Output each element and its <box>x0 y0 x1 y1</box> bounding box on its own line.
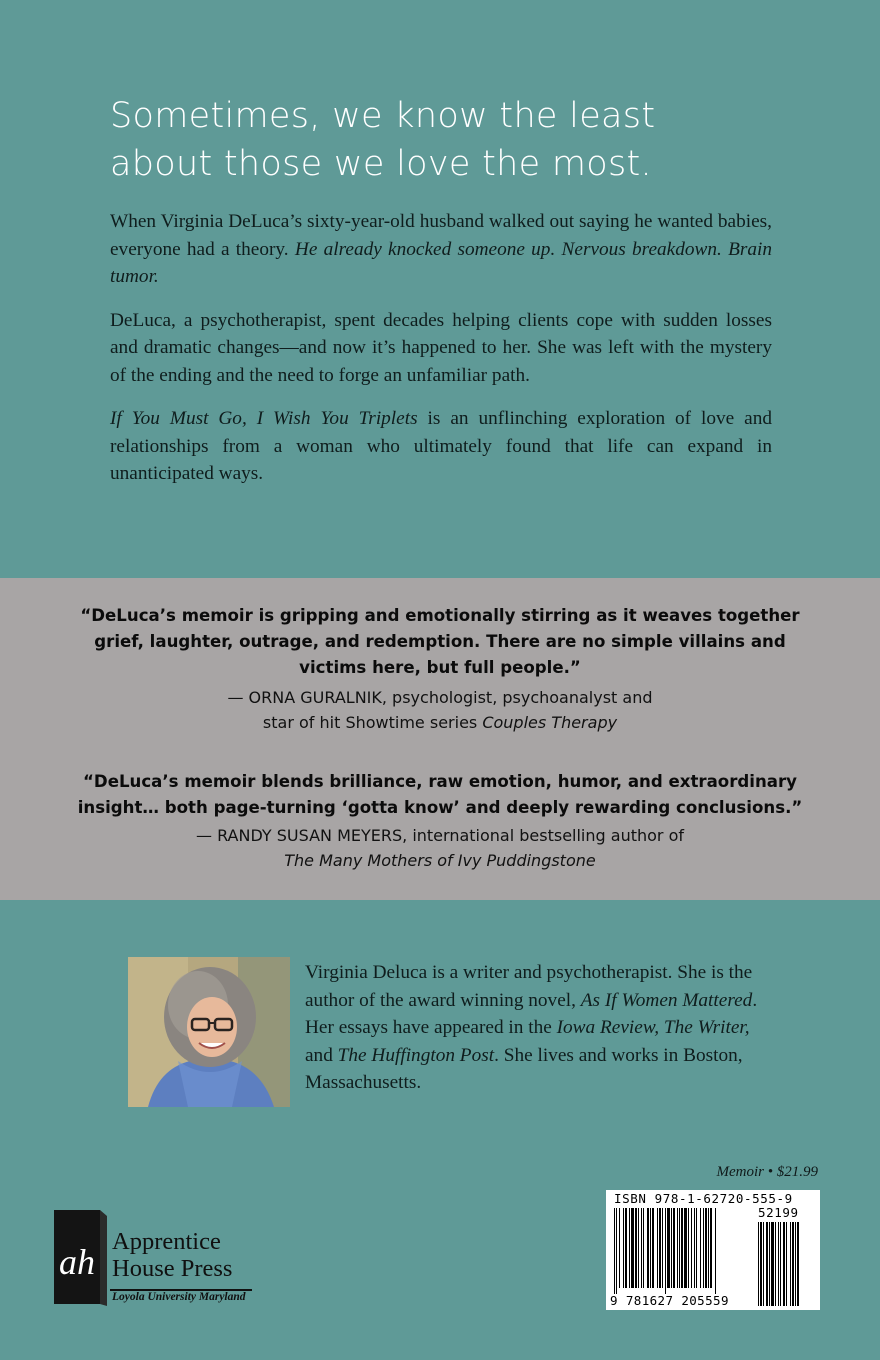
blurb-paragraph-1 <box>110 208 772 291</box>
barcode-bar <box>643 1208 644 1288</box>
author-photo <box>128 957 290 1107</box>
review-attribution-1 <box>60 685 820 735</box>
barcode-bar <box>703 1208 704 1288</box>
barcode-bar <box>641 1208 642 1288</box>
publisher-book-icon <box>52 1208 110 1306</box>
barcode-bar <box>696 1208 697 1288</box>
barcode-bar <box>665 1208 666 1294</box>
barcode-addon-bar <box>763 1222 764 1306</box>
barcode-bar <box>708 1208 709 1288</box>
barcode-addon-bar <box>786 1222 787 1306</box>
review-1-attr-line-2: star of hit Showtime series <box>262 713 483 732</box>
barcode-bar <box>681 1208 683 1288</box>
headline-line-1: Sometimes, we know the least <box>110 96 656 136</box>
barcode-bar <box>631 1208 634 1288</box>
barcode-bar <box>623 1208 624 1288</box>
cover-headline <box>110 92 810 188</box>
blurb-paragraph-2: DeLuca, a psychotherapist, spent decades helping clients cope with sudden losses and dramatic changes—and now it’s happened to her. She was left with the mystery of the ending and the need to forge an unfamiliar path. <box>110 309 772 386</box>
bio-text-4: . She lives and works in Boston, Massachusetts. <box>305 1044 743 1093</box>
bio-text-3: and <box>305 1044 338 1066</box>
publisher-name-line-1: Apprentice <box>112 1228 221 1255</box>
barcode-bars-icon <box>606 1190 820 1310</box>
barcode-bar <box>673 1208 675 1288</box>
blurb-p1-text: When Virginia DeLuca’s sixty-year-old husband walked out saying he wanted babies, everyone had a theory. <box>110 211 772 260</box>
barcode-bar <box>691 1208 692 1288</box>
publisher-name <box>112 1228 232 1282</box>
barcode-bar <box>652 1208 654 1288</box>
barcode-bar <box>625 1208 627 1288</box>
bio-text-1: Virginia Deluca is a writer and psychotherapist. She is the author of the award winning novel, <box>305 962 753 1011</box>
barcode-addon-bar <box>758 1222 759 1306</box>
review-2-attr-line-1: — RANDY SUSAN MEYERS, international bestselling author of <box>195 826 684 845</box>
blurb-p1-italic: He already knocked someone up. Nervous breakdown. Brain tumor. <box>110 238 772 287</box>
author-portrait-illustration <box>128 957 290 1107</box>
book-title-italic: If You Must Go, I Wish You Triplets <box>110 408 418 429</box>
barcode-bar <box>705 1208 707 1288</box>
barcode-bar <box>715 1208 716 1294</box>
barcode-addon-bar <box>778 1222 779 1306</box>
review-attribution-2 <box>60 823 820 873</box>
barcode-addon-bar <box>783 1222 785 1306</box>
barcode-digits: 9 781627 205559 <box>610 1293 729 1308</box>
barcode-bar <box>694 1208 695 1288</box>
barcode-addon-bar <box>797 1222 799 1306</box>
barcode-addon-bar <box>766 1222 768 1306</box>
price-code: 52199 <box>758 1205 799 1220</box>
bio-novel-title: As If Women Mattered <box>580 989 753 1011</box>
review-1-attr-line-1: — ORNA GURALNIK, psychologist, psychoanalyst and <box>227 688 653 707</box>
barcode-bar <box>679 1208 680 1288</box>
barcode-bar <box>638 1208 639 1288</box>
barcode-addon-bar <box>795 1222 796 1306</box>
price-separator: • <box>763 1164 777 1180</box>
barcode-addon-bar <box>775 1222 776 1306</box>
publisher-affiliation: Loyola University Maryland <box>112 1291 246 1303</box>
barcode-addon-bar <box>790 1222 791 1306</box>
bio-publication-1: Iowa Review, The Writer, <box>556 1017 750 1038</box>
publisher-monogram: ah <box>59 1242 95 1282</box>
review-1-attr-italic: Couples Therapy <box>482 713 618 732</box>
barcode-bar <box>684 1208 687 1288</box>
barcode-addon-bar <box>792 1222 794 1306</box>
isbn-label: ISBN 978-1-62720-555-9 <box>614 1191 793 1206</box>
barcode-bar <box>677 1208 678 1288</box>
review-2-attr-italic: The Many Mothers of Ivy Puddingstone <box>284 851 596 870</box>
barcode-bar <box>629 1208 630 1288</box>
barcode-bar <box>614 1208 615 1294</box>
publisher-logo <box>52 1208 272 1308</box>
barcode-bar <box>650 1208 651 1288</box>
barcode-bar <box>688 1208 689 1288</box>
barcode-addon-bar <box>760 1222 762 1306</box>
barcode-bar <box>657 1208 658 1288</box>
book-category: Memoir <box>716 1164 764 1180</box>
barcode-bar <box>647 1208 649 1288</box>
review-quote-2: “DeLuca’s memoir blends brilliance, raw emotion, humor, and extraordinary insight… both page-turning ‘gotta know’ and deeply rewarding conclusions.” <box>77 772 803 817</box>
barcode-bar <box>635 1208 637 1288</box>
barcode-bar <box>659 1208 661 1288</box>
bio-text-2: . Her essays have appeared in the <box>305 989 758 1038</box>
publisher-name-line-2: House Press <box>112 1255 233 1282</box>
barcode-bar <box>616 1208 617 1294</box>
barcode-addon-bar <box>780 1222 781 1306</box>
headline-line-2: about those we love the most. <box>110 144 652 184</box>
barcode-addon-bar <box>771 1222 774 1306</box>
blurb-paragraph-3 <box>110 405 772 488</box>
barcode-bar <box>671 1208 672 1288</box>
isbn-barcode <box>606 1190 820 1310</box>
barcode-bar <box>710 1208 712 1288</box>
book-price: $21.99 <box>776 1164 818 1180</box>
barcode-addon-bar <box>769 1222 770 1306</box>
category-price <box>660 1164 818 1181</box>
barcode-bar <box>662 1208 663 1288</box>
barcode-bar <box>700 1208 701 1288</box>
author-bio <box>305 959 775 1097</box>
blurb-p3-text: is an unflinching exploration of love and relationships from a woman who ultimately found that life can expand in unanticipated ways. <box>110 408 772 484</box>
barcode-bar <box>667 1208 670 1288</box>
barcode-bar <box>619 1208 620 1288</box>
review-quote-1: “DeLuca’s memoir is gripping and emotionally stirring as it weaves together grief, laughter, outrage, and redemption. There are no simple villains and victims here, but full people.” <box>80 606 800 677</box>
bio-publication-2: The Huffington Post <box>337 1044 495 1066</box>
book-blurb <box>110 208 772 504</box>
reviews-band <box>0 578 880 900</box>
